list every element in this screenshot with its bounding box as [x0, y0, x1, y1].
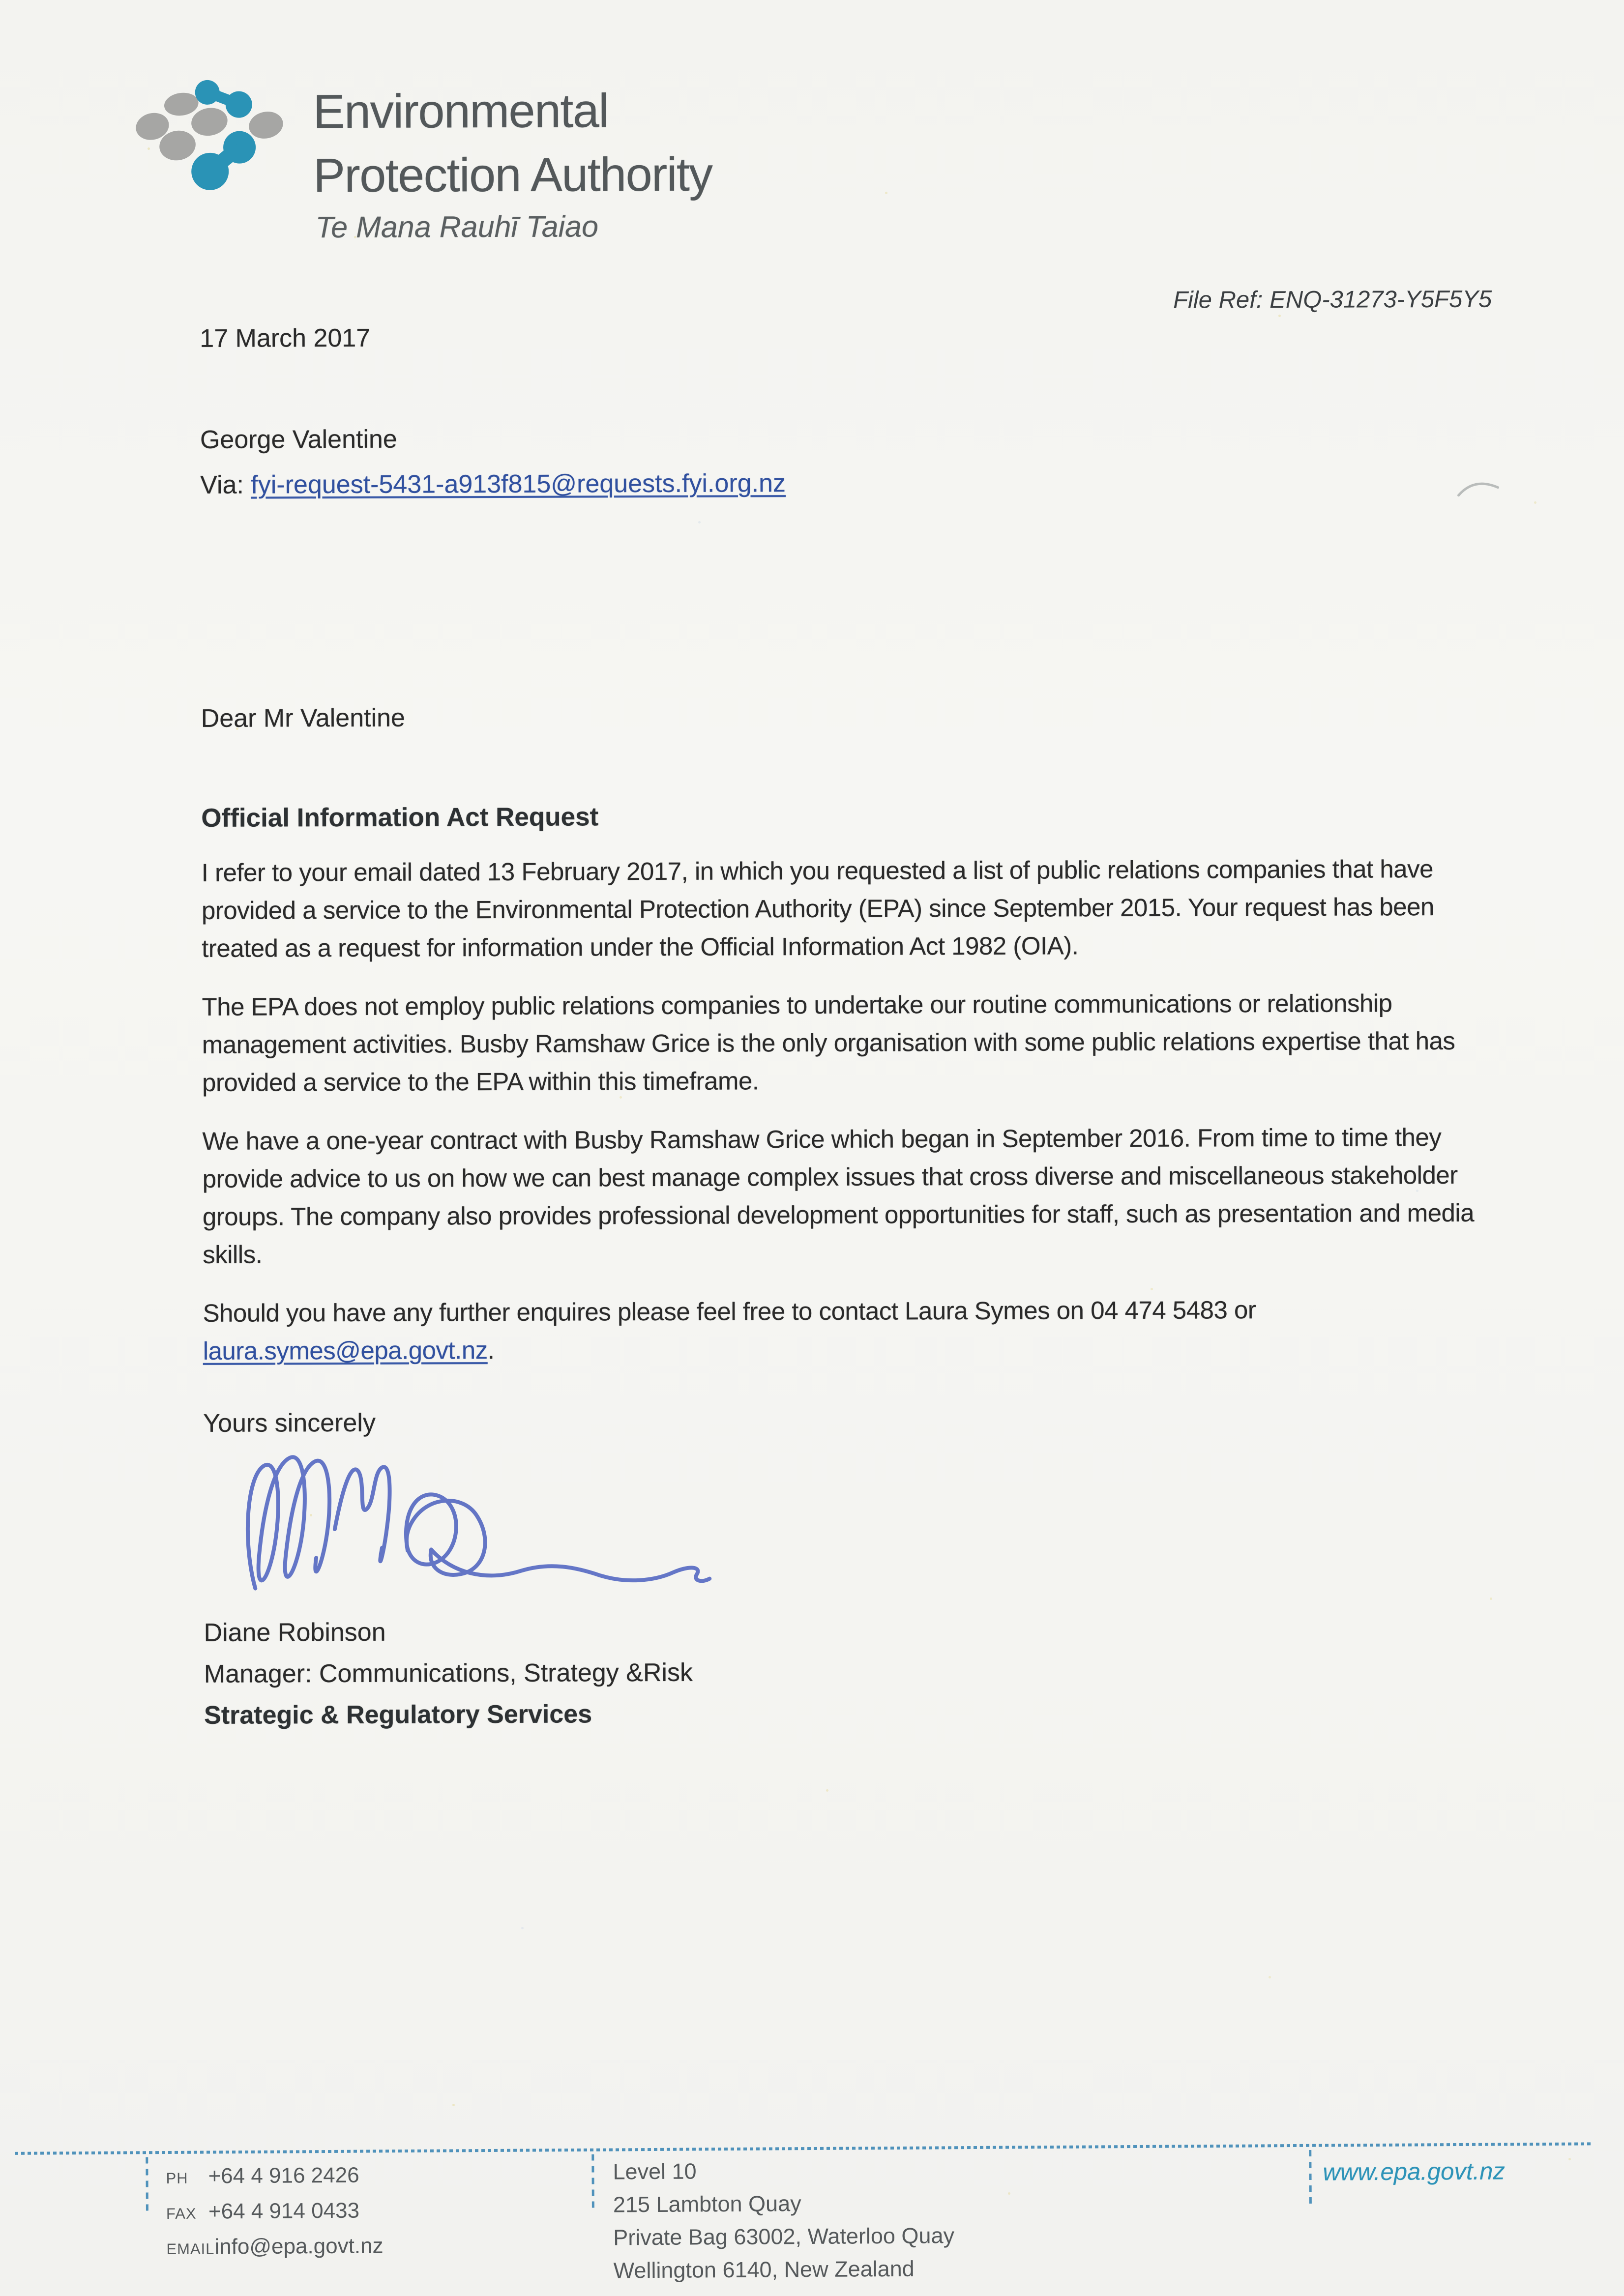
signoff: Yours sincerely [203, 1408, 376, 1438]
signatory-title: Manager: Communications, Strategy &Risk [204, 1658, 693, 1688]
closing-period: . [487, 1336, 495, 1365]
footer-divider-right [1309, 2150, 1312, 2207]
footer-dotted-rule [15, 2142, 1591, 2155]
footer-divider-left [146, 2157, 148, 2213]
subject-heading: Official Information Act Request [201, 802, 599, 833]
recipient-via-line [200, 461, 786, 508]
address-line: Wellington 6140, New Zealand [613, 2256, 915, 2283]
footer-email-line [166, 2229, 384, 2266]
fax-label: FAX [166, 2205, 197, 2223]
address-line: 215 Lambton Quay [613, 2191, 801, 2217]
paragraph-closing [203, 1290, 1501, 1370]
address-line: Level 10 [613, 2158, 697, 2184]
org-name-line1: Environmental [313, 84, 609, 139]
footer-divider-middle [591, 2154, 594, 2211]
laura-symes-email-link[interactable]: laura.symes@epa.govt.nz [203, 1336, 488, 1365]
paragraph-2: The EPA does not employ public relations companies to undertake our routine communications or relationship management activities. Busby Ramshaw Grice is the only organisation with some public relations expertise that has provided a service to the EPA within this timeframe. [202, 989, 1455, 1097]
phone-label: PH [166, 2169, 188, 2187]
fyi-request-email-link[interactable]: fyi-request-5431-a913f815@requests.fyi.org.nz [251, 469, 786, 499]
address-line: Private Bag 63002, Waterloo Quay [613, 2223, 955, 2250]
file-reference: File Ref: ENQ-31273-Y5F5Y5 [1173, 286, 1492, 314]
recipient-name: George Valentine [200, 425, 397, 454]
fax-number: +64 4 914 0433 [208, 2198, 360, 2224]
org-maori-name: Te Mana Rauhī Taiao [315, 209, 599, 244]
footer-address-column [613, 2153, 954, 2287]
letter-date: 17 March 2017 [200, 323, 371, 353]
paragraph-1: I refer to your email dated 13 February 2017, in which you requested a list of public relations companies that have provided a service to the Environmental Protection Authority (EPA) since September 2015. Your request has been treated as a request for information under the Official Information Act 1982 (OIA). [201, 855, 1434, 962]
scan-artifact [1455, 473, 1502, 502]
handwritten-signature [220, 1440, 717, 1613]
org-name-line2: Protection Authority [313, 147, 712, 203]
footer-contact-column [166, 2158, 383, 2266]
footer-website: www.epa.govt.nz [1323, 2158, 1506, 2186]
signatory-name: Diane Robinson [204, 1618, 386, 1647]
email-label: EMAIL [166, 2240, 215, 2258]
letter-body [202, 850, 1501, 1391]
recipient-block [200, 415, 786, 508]
footer-fax-line [166, 2194, 384, 2231]
via-label: Via: [200, 470, 251, 499]
letter-footer [0, 2128, 1624, 2296]
signatory-department: Strategic & Regulatory Services [204, 1700, 592, 1730]
salutation: Dear Mr Valentine [201, 703, 406, 733]
closing-text: Should you have any further enquires please feel free to contact Laura Symes on 04 474 5483 or [203, 1296, 1256, 1327]
paragraph-3: We have a one-year contract with Busby Ramshaw Grice which began in September 2016. From time to time they provide advice to us on how we can best manage complex issues that cross diverse and miscellaneous stakeholder groups. The company also provides professional development opportunities for staff, such as presentation and media skills. [202, 1123, 1475, 1269]
email-address: info@epa.govt.nz [214, 2234, 384, 2259]
epa-logo-icon [130, 75, 293, 196]
phone-number: +64 4 916 2426 [208, 2163, 359, 2188]
footer-phone-line [166, 2158, 383, 2195]
